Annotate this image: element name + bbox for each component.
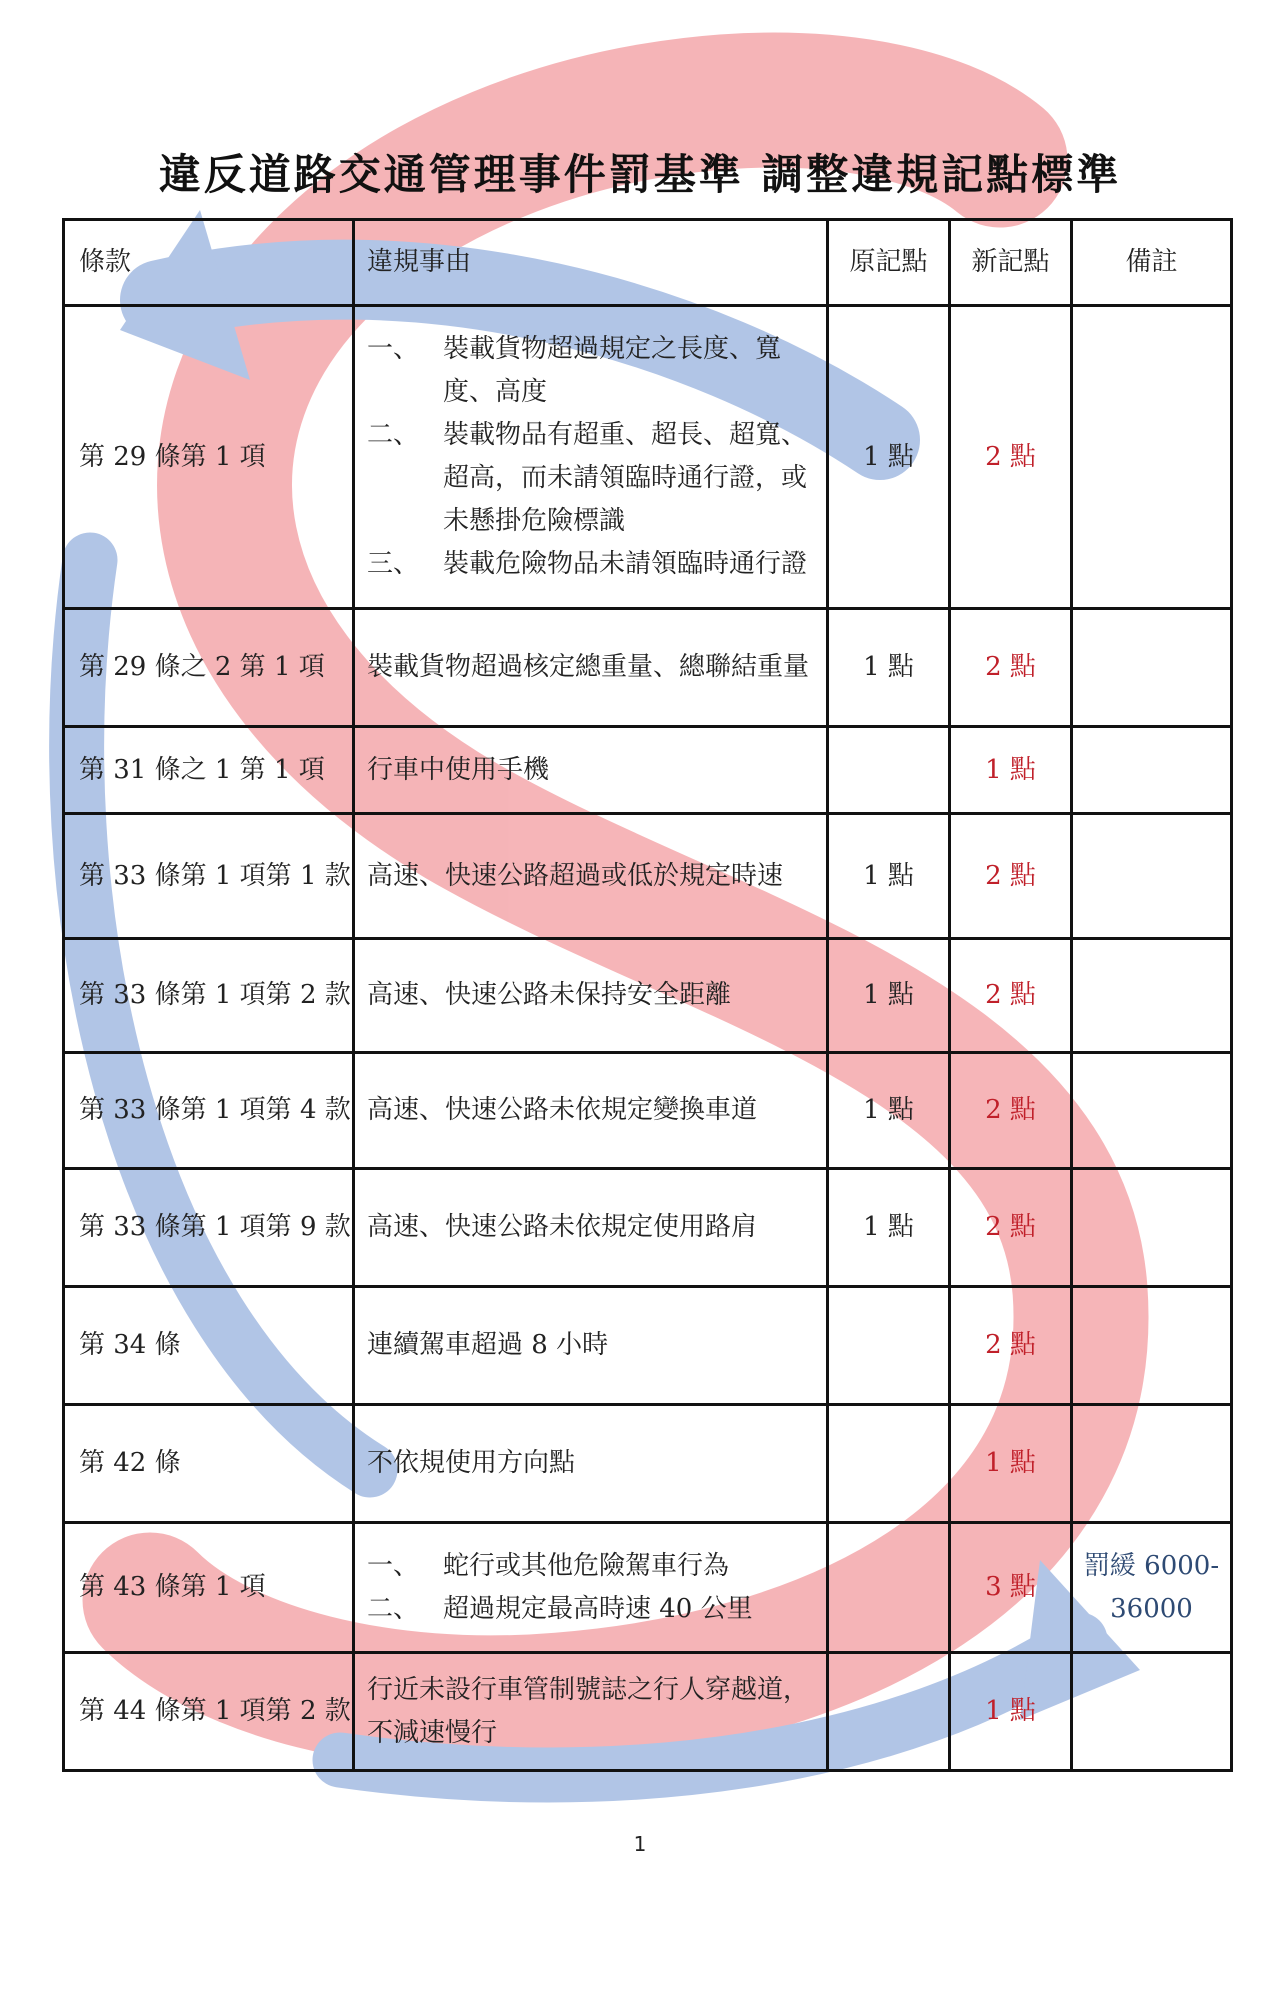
reason-cell: 高速、快速公路超過或低於規定時速 — [354, 814, 828, 939]
old-points-cell — [828, 1287, 950, 1405]
new-points-cell: 1 點 — [950, 727, 1072, 814]
clause-cell: 第 33 條第 1 項第 1 款 — [64, 814, 354, 939]
table-row — [64, 814, 1232, 939]
table-row — [64, 609, 1232, 727]
clause-cell: 第 29 條之 2 第 1 項 — [64, 609, 354, 727]
table-row — [64, 1169, 1232, 1287]
reason-cell: 行近未設行車管制號誌之行人穿越道，不減速慢行 — [354, 1653, 828, 1771]
clause-cell: 第 33 條第 1 項第 4 款 — [64, 1053, 354, 1169]
clause-cell: 第 42 條 — [64, 1405, 354, 1523]
reason-cell: 高速、快速公路未依規定使用路肩 — [354, 1169, 828, 1287]
reason-list-item — [367, 328, 814, 414]
old-points-cell: 1 點 — [828, 939, 950, 1053]
reason-cell: 高速、快速公路未保持安全距離 — [354, 939, 828, 1053]
page-title: 違反道路交通管理事件罰基準 調整違規記點標準 — [158, 150, 1122, 199]
remarks-cell — [1072, 1405, 1232, 1523]
reason-item-number: 一、 — [367, 1550, 420, 1581]
table-header-row — [64, 220, 1232, 306]
remarks-cell — [1072, 1169, 1232, 1287]
old-points-cell: 1 點 — [828, 306, 950, 609]
header-old-points: 原記點 — [828, 220, 950, 306]
reason-cell: 裝載貨物超過核定總重量、總聯結重量 — [354, 609, 828, 727]
clause-cell: 第 44 條第 1 項第 2 款 — [64, 1653, 354, 1771]
clause-cell: 第 43 條第 1 項 — [64, 1523, 354, 1653]
reason-cell — [354, 1523, 828, 1653]
clause-cell: 第 31 條之 1 第 1 項 — [64, 727, 354, 814]
new-points-cell: 2 點 — [950, 1169, 1072, 1287]
table-row — [64, 1523, 1232, 1653]
table-row — [64, 306, 1232, 609]
remarks-cell — [1072, 1287, 1232, 1405]
header-reason: 違規事由 — [354, 220, 828, 306]
new-points-cell: 1 點 — [950, 1653, 1072, 1771]
old-points-cell: 1 點 — [828, 1053, 950, 1169]
penalty-points-table — [62, 218, 1233, 1772]
remarks-cell — [1072, 939, 1232, 1053]
header-clause: 條款 — [64, 220, 354, 306]
table-row — [64, 1053, 1232, 1169]
table-row — [64, 1405, 1232, 1523]
table-row — [64, 939, 1232, 1053]
old-points-cell: 1 點 — [828, 1169, 950, 1287]
reason-item-text: 蛇行或其他危險駕車行為 — [443, 1550, 730, 1581]
reason-list-item — [367, 1545, 814, 1588]
reason-item-text: 裝載貨物超過規定之長度、寬度、高度 — [443, 334, 782, 407]
new-points-cell: 2 點 — [950, 306, 1072, 609]
table-row — [64, 727, 1232, 814]
reason-cell: 高速、快速公路未依規定變換車道 — [354, 1053, 828, 1169]
reason-cell: 不依規使用方向點 — [354, 1405, 828, 1523]
new-points-cell: 2 點 — [950, 1287, 1072, 1405]
reason-list — [367, 328, 814, 586]
reason-item-number: 三、 — [367, 549, 420, 579]
reason-item-text: 裝載物品有超重、超長、超寬、超高，而未請領臨時通行證，或未懸掛危險標識 — [443, 420, 808, 536]
reason-item-text: 裝載危險物品未請領臨時通行證 — [443, 549, 808, 579]
clause-cell: 第 29 條第 1 項 — [64, 306, 354, 609]
new-points-cell: 1 點 — [950, 1405, 1072, 1523]
old-points-cell — [828, 1523, 950, 1653]
clause-cell: 第 34 條 — [64, 1287, 354, 1405]
reason-list-item — [367, 1588, 814, 1631]
header-remarks: 備註 — [1072, 220, 1232, 306]
new-points-cell: 2 點 — [950, 609, 1072, 727]
old-points-cell — [828, 1405, 950, 1523]
page-number: 1 — [633, 1832, 647, 1856]
table-row — [64, 1653, 1232, 1771]
reason-list — [367, 1545, 814, 1631]
new-points-cell: 2 點 — [950, 1053, 1072, 1169]
new-points-cell: 2 點 — [950, 814, 1072, 939]
remarks-cell — [1072, 1653, 1232, 1771]
reason-list-item — [367, 543, 814, 586]
reason-cell: 連續駕車超過 8 小時 — [354, 1287, 828, 1405]
reason-list-item — [367, 414, 814, 543]
new-points-cell: 2 點 — [950, 939, 1072, 1053]
remarks-cell: 罰緩 6000-36000 — [1072, 1523, 1232, 1653]
table-row — [64, 1287, 1232, 1405]
clause-cell: 第 33 條第 1 項第 2 款 — [64, 939, 354, 1053]
header-new-points: 新記點 — [950, 220, 1072, 306]
reason-cell — [354, 306, 828, 609]
remarks-cell — [1072, 306, 1232, 609]
old-points-cell — [828, 727, 950, 814]
remarks-cell — [1072, 609, 1232, 727]
remarks-cell — [1072, 814, 1232, 939]
reason-item-number: 一、 — [367, 334, 420, 364]
old-points-cell: 1 點 — [828, 609, 950, 727]
old-points-cell: 1 點 — [828, 814, 950, 939]
reason-item-number: 二、 — [367, 1593, 420, 1624]
remarks-cell — [1072, 727, 1232, 814]
reason-cell: 行車中使用手機 — [354, 727, 828, 814]
clause-cell: 第 33 條第 1 項第 9 款 — [64, 1169, 354, 1287]
old-points-cell — [828, 1653, 950, 1771]
remarks-cell — [1072, 1053, 1232, 1169]
reason-item-number: 二、 — [367, 420, 420, 450]
new-points-cell: 3 點 — [950, 1523, 1072, 1653]
reason-item-text: 超過規定最高時速 40 公里 — [443, 1593, 753, 1624]
